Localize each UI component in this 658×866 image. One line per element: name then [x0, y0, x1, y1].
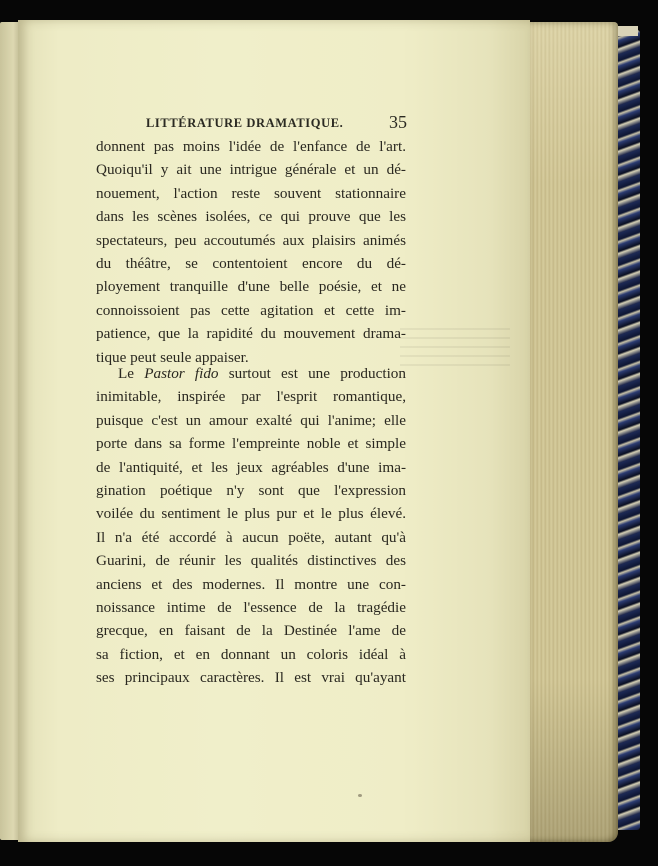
paragraph-1: [96, 135, 406, 369]
page-fore-edge: [522, 22, 618, 842]
paragraph-2: [96, 362, 406, 689]
text-line: porte dans sa forme l'empreinte noble et simple: [96, 435, 406, 453]
line-rest: surtout est une production: [218, 365, 406, 382]
text-line: inimitable, inspirée par l'esprit romantique,: [96, 388, 406, 406]
text-line: du théâtre, se contentoient encore du dé-: [96, 254, 406, 272]
text-line: ployement tranquille d'une belle poésie, et ne: [96, 278, 406, 296]
text-line: Il n'a été accordé à aucun poëte, autant qu'à: [96, 528, 406, 546]
text-line: spectateurs, peu accoutumés aux plaisirs animés: [96, 231, 406, 249]
text-line: de l'antiquité, et les jeux agréables d'une ima-: [96, 458, 406, 476]
text-line: noissance intime de l'essence de la tragédie: [96, 598, 406, 616]
text-line: ses principaux caractères. Il est vrai qu'ayant: [96, 669, 406, 687]
text-line: Quoiqu'il y ait une intrigue générale et un dé-: [96, 161, 406, 179]
text-line: tique peut seule appaiser.: [96, 348, 249, 366]
page-number: 35: [389, 112, 407, 132]
cover-edge: [616, 26, 638, 36]
text-line: anciens et des modernes. Il montre une con-: [96, 575, 406, 593]
text-line: Guarini, de réunir les qualités distinctives des: [96, 552, 406, 570]
marbled-cover: [616, 30, 640, 830]
work-title: Pastor fido: [144, 365, 219, 382]
text-line: voilée du sentiment le plus pur et le plus élevé.: [96, 505, 406, 523]
line-start: Le: [118, 365, 145, 382]
text-line: nouement, l'action reste souvent stationnaire: [96, 184, 406, 202]
text-line: connoissoient pas cette agitation et cette im-: [96, 301, 406, 319]
text-line: dans les scènes isolées, ce qui prouve que les: [96, 208, 406, 226]
text-line-first: [96, 362, 406, 385]
text-line: puisque c'est un amour exalté qui l'anime; elle: [96, 411, 406, 429]
text-line: gination poétique n'y sont que l'expression: [96, 481, 406, 499]
text-line: grecque, en faisant de la Destinée l'ame de: [96, 622, 406, 640]
text-line: donnent pas moins l'idée de l'enfance de l'art.: [96, 138, 406, 155]
text-line: sa fiction, et en donnant un coloris idéal à: [96, 645, 406, 663]
page-header: [146, 113, 406, 133]
running-title: LITTÉRATURE DRAMATIQUE.: [146, 116, 344, 130]
text-line: patience, que la rapidité du mouvement drama-: [96, 325, 406, 343]
show-through: [400, 328, 510, 368]
paper-speck: [358, 794, 362, 797]
